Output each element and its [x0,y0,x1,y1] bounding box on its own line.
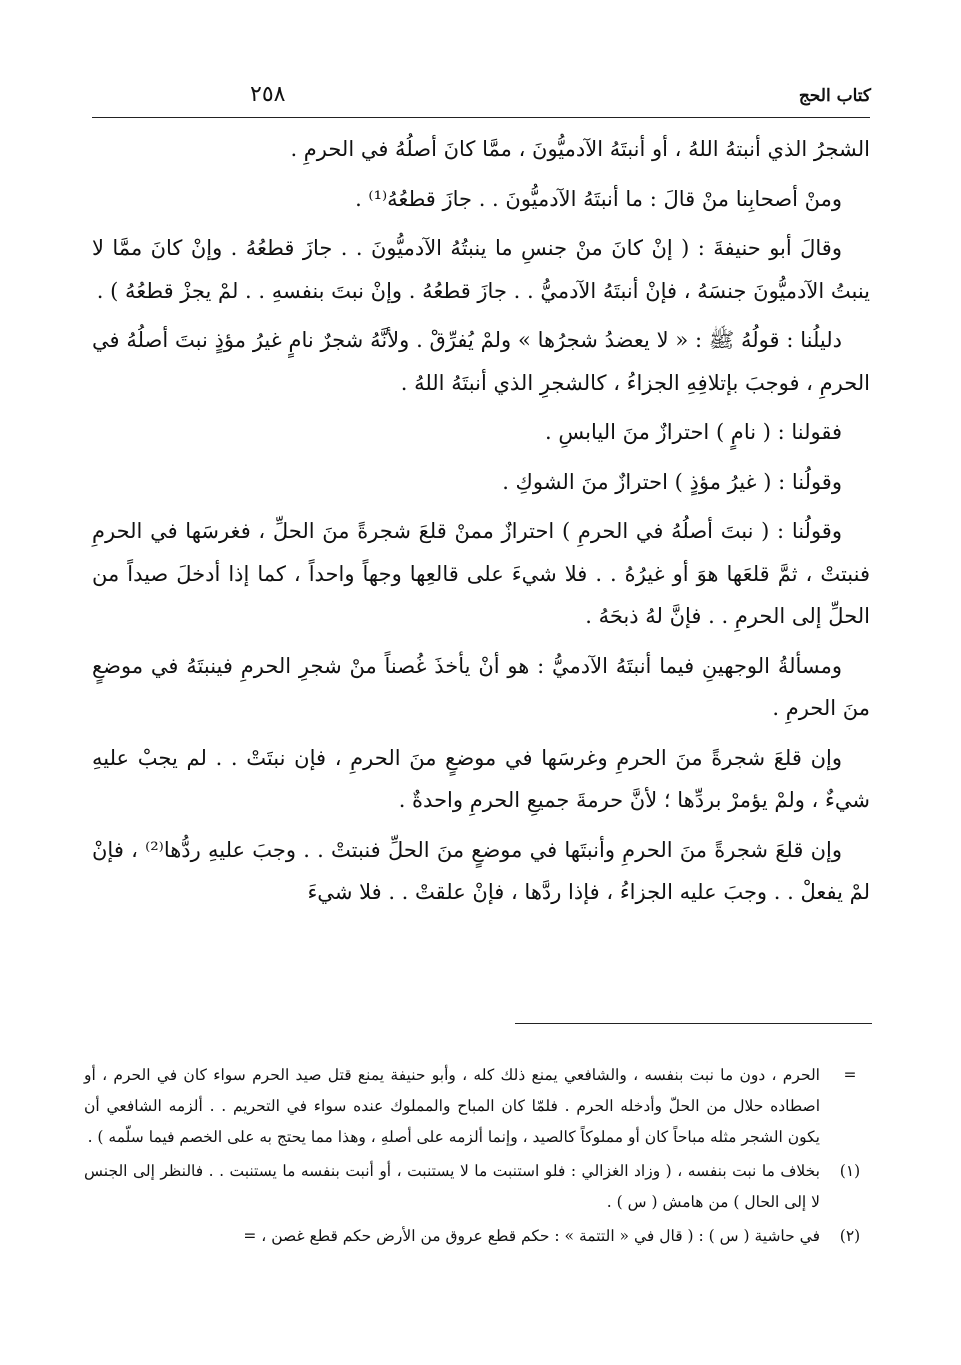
paragraph: فقولنا : ( نامٍ ) احترازٌ منَ اليابسِ . [545,420,842,444]
paragraph: وإن قلعَ شجرةً منَ الحرمِ وأنبتَها في موضعٍ منَ الحلِّ فنبتتْ . . وجبَ عليهِ ردُّها⁽²⁾ ، فإنْ لمْ يفعلْ . . وجبَ عليه الجزاءُ ، فإذا ردَّها ، فإنْ علقتْ . . فلا شيءَ [92,837,870,904]
footnote-mark: = [843,1066,857,1084]
main-text [92,128,870,921]
page-number: ٢٥٨ [250,82,286,107]
footnote-text: في حاشية ( س ) : ( قال في « التتمة » : حكم قطع عروق من الأرض حكم قطع غصن ، = [243,1227,820,1245]
footnote [80,1060,880,1153]
footnotes [80,1060,880,1255]
paragraph: وقولُنا : ( غيرُ مؤذٍ ) احترازٌ منَ الشوكِ . [502,469,842,494]
paragraph: الشجرُ الذي أنبتهُ اللهُ ، أو أنبتَهُ الآدميُّونَ ، ممَّا كانَ أصلُهُ في الحرمِ . [290,137,870,161]
footnote-mark: (١) [839,1162,861,1180]
footnote [80,1221,880,1252]
footnote-text: بخلاف ما نبت بنفسه ، ( وزاد الغزالي : فلو استنبت ما لا يستنبت ، أو أنبت بنفسه ما يستنبت . . فالنظر إلى الجنس لا إلى الحال ) من هامش ( س ) . [84,1162,820,1211]
footnote-text: الحرم ، دون ما نبت بنفسه ، والشافعي يمنع ذلك كله ، وأبو حنيفة يمنع قتل صيد الحرم سواء كان في الحرم ، أو اصطاده حلال من الحلّ وأدخله الحرم . فلمّا كان المباح والمملوك عنده سواء في التحريم . . ألزمه الشافعي أن يكون الشجر مثله مباحاً كان أو مملوكاً كالصيد ، وإنما ألزمه على أصلهِ ، وهذا مما يحتج به على الخصم فيما سلّمه ) . [84,1066,820,1146]
paragraph: وقولُنا : ( نبتَ أصلُهُ في الحرمِ ) احترازٌ ممنْ قلعَ شجرةً منَ الحلِّ ، فغرسَها في الحرمِ فنبتتْ ، ثمَّ قلعَها هوَ أو غيرُهُ . . فلا شيءَ على قالعِها وجهاً واحداً ، كما إذا أدخلَ صيداً من الحلِّ إلى الحرمِ . . فإنَّ لهُ ذبحَهُ . [92,519,870,628]
paragraph: وقالَ أبو حنيفةَ : ( إنْ كانَ منْ جنسِ ما ينبتُهُ الآدميُّونَ . . جازَ قطعُهُ . وإنْ كانَ ممَّا لا ينبتُ الآدميُّونَ جنسَهُ ، فإنْ أنبتَهُ الآدميُّ . . جازَ قطعُهُ . وإنْ نبتَ بنفسهِ . . لمْ يجزْ قطعُهُ ) . [92,236,870,303]
paragraph: ومسألةُ الوجهينِ فيما أنبتَهُ الآدميُّ : هو أنْ يأخذَ غُصناً منْ شجرِ الحرمِ فينبتَهُ في موضعٍ منَ الحرمِ . [92,653,870,720]
paragraph: دليلُنا : قولُهُ ﷺ : « لا يعضدُ شجرُها » ولمْ يُفرِّقْ . ولأنَّهُ شجرٌ نامٍ غيرُ مؤذٍ نبتَ أصلُهُ في الحرمِ ، فوجبَ بإتلافِهِ الجزاءُ ، كالشجرِ الذي أنبتَهُ اللهُ . [92,328,870,395]
footnote [80,1156,880,1218]
paragraph: ومنْ أصحابِنا منْ قالَ : ما أنبتَهُ الآدميُّونَ . . جازَ قطعُهُ⁽¹⁾ . [355,186,842,211]
header-rule [92,117,870,118]
footnote-mark: (٢) [839,1227,861,1245]
running-header-title: كتاب الحج [798,86,871,106]
footnote-separator [515,1023,872,1024]
paragraph: وإن قلعَ شجرةً منَ الحرمِ وغرسَها في موضعٍ منَ الحرمِ ، فإن نبتَتْ . . لم يجبْ عليهِ شيءٌ ، ولمْ يؤمرْ بردِّها ؛ لأنَّ حرمةَ جميعِ الحرمِ واحدةٌ . [92,745,870,812]
